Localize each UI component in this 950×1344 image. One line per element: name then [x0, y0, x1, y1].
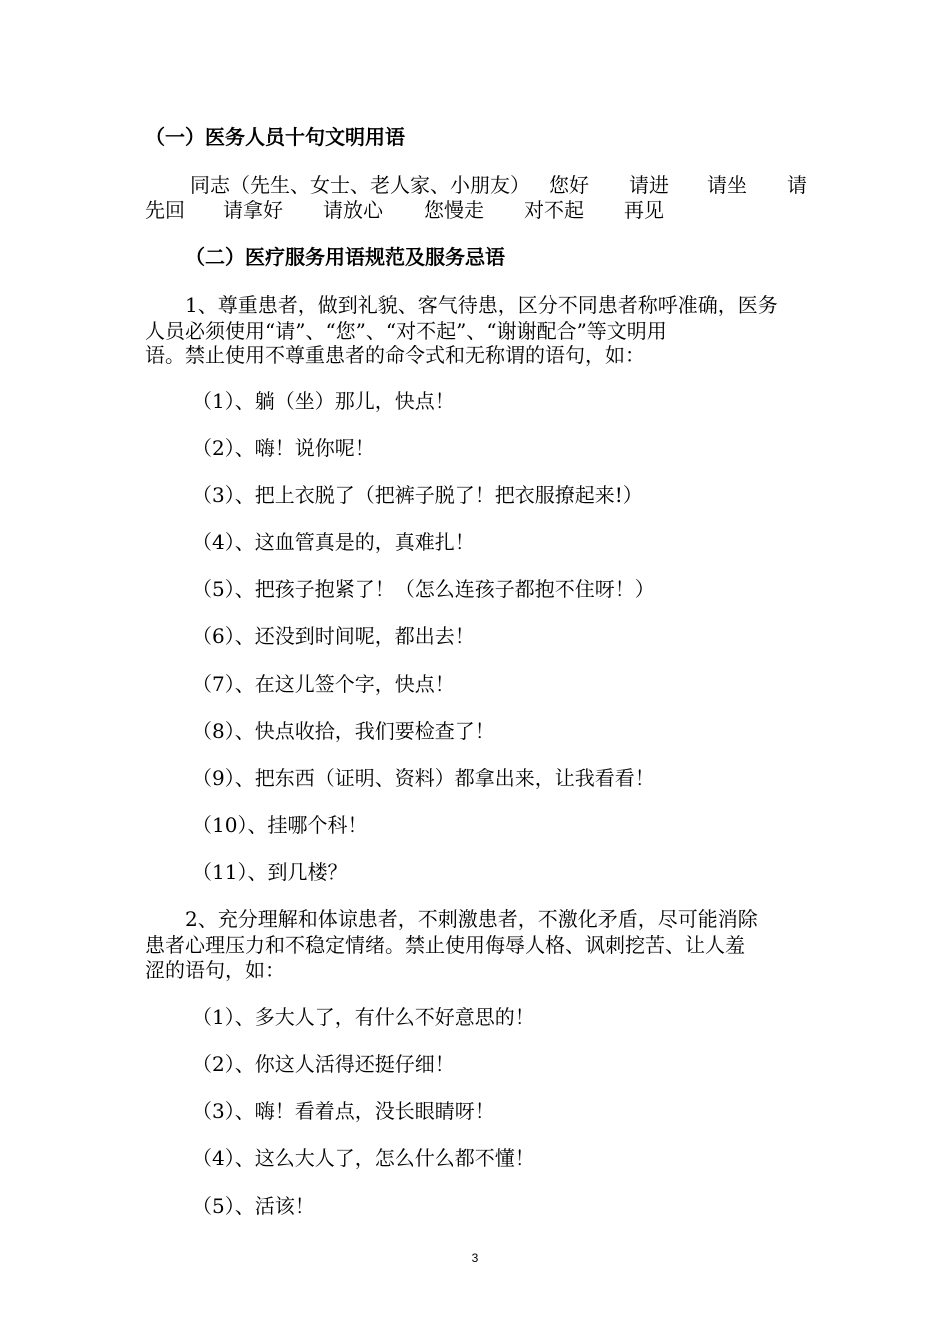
- greeting-phrase: 同志（先生、女士、老人家、小朋友）: [190, 173, 530, 197]
- list-item: （5）、把孩子抱紧了！（怎么连孩子都抱不住呀！）: [192, 577, 655, 601]
- list-item: （9）、把东西（证明、资料）都拿出来，让我看看！: [192, 766, 655, 790]
- paragraph-line: 患者心理压力和不稳定情绪。禁止使用侮辱人格、讽刺挖苦、让人羞: [145, 933, 745, 957]
- greeting-phrase: 请拿好: [223, 198, 283, 222]
- list-item: （4）、这血管真是的，真难扎！: [192, 530, 475, 554]
- list-item: （2）、嗨！说你呢！: [192, 436, 375, 460]
- paragraph-line: 人员必须使用“请”、“您”、“对不起”、“谢谢配合”等文明用: [145, 319, 667, 343]
- list-item: （1）、躺（坐）那儿，快点！: [192, 389, 455, 413]
- greeting-phrase: 请放心: [323, 198, 383, 222]
- paragraph-line: 语。禁止使用不尊重患者的命令式和无称谓的语句，如：: [145, 343, 645, 367]
- greetings-row-2: [145, 197, 810, 223]
- list-item: （5）、活该！: [192, 1194, 315, 1218]
- list-item: （2）、你这人活得还挺仔细！: [192, 1052, 455, 1076]
- greeting-phrase: 请坐: [707, 173, 747, 197]
- paragraph-line: 2、充分理解和体谅患者，不刺激患者，不激化矛盾，尽可能消除: [185, 907, 758, 931]
- paragraph-line: 1、尊重患者，做到礼貌、客气待患，区分不同患者称呼准确，医务: [185, 293, 778, 317]
- greetings-row-1: [145, 172, 810, 198]
- list-item: （6）、还没到时间呢，都出去！: [192, 624, 475, 648]
- greeting-phrase: 请: [787, 173, 807, 197]
- greeting-phrase: 对不起: [524, 198, 584, 222]
- greeting-phrase: 先回: [145, 198, 185, 222]
- greeting-phrase: 请进: [629, 173, 669, 197]
- list-item: （11）、到几楼？: [192, 860, 348, 884]
- heading-service-phrases: （二）医疗服务用语规范及服务忌语: [185, 245, 505, 269]
- heading-civil-phrases: （一）医务人员十句文明用语: [145, 125, 405, 149]
- list-item: （1）、多大人了，有什么不好意思的！: [192, 1005, 535, 1029]
- list-item: （7）、在这儿签个字，快点！: [192, 672, 455, 696]
- paragraph-line: 涩的语句，如：: [145, 958, 285, 982]
- list-item: （10）、挂哪个科！: [192, 813, 368, 837]
- page-number: 3: [471, 1251, 479, 1265]
- greeting-phrase: 您好: [549, 173, 589, 197]
- greeting-phrase: 您慢走: [424, 198, 484, 222]
- list-item: （8）、快点收拾，我们要检查了！: [192, 719, 495, 743]
- list-item: （3）、嗨！看着点，没长眼睛呀！: [192, 1099, 495, 1123]
- list-item: （3）、把上衣脱了（把裤子脱了！把衣服撩起来!）: [192, 483, 643, 507]
- list-item: （4）、这么大人了，怎么什么都不懂！: [192, 1146, 535, 1170]
- greeting-phrase: 再见: [624, 198, 664, 222]
